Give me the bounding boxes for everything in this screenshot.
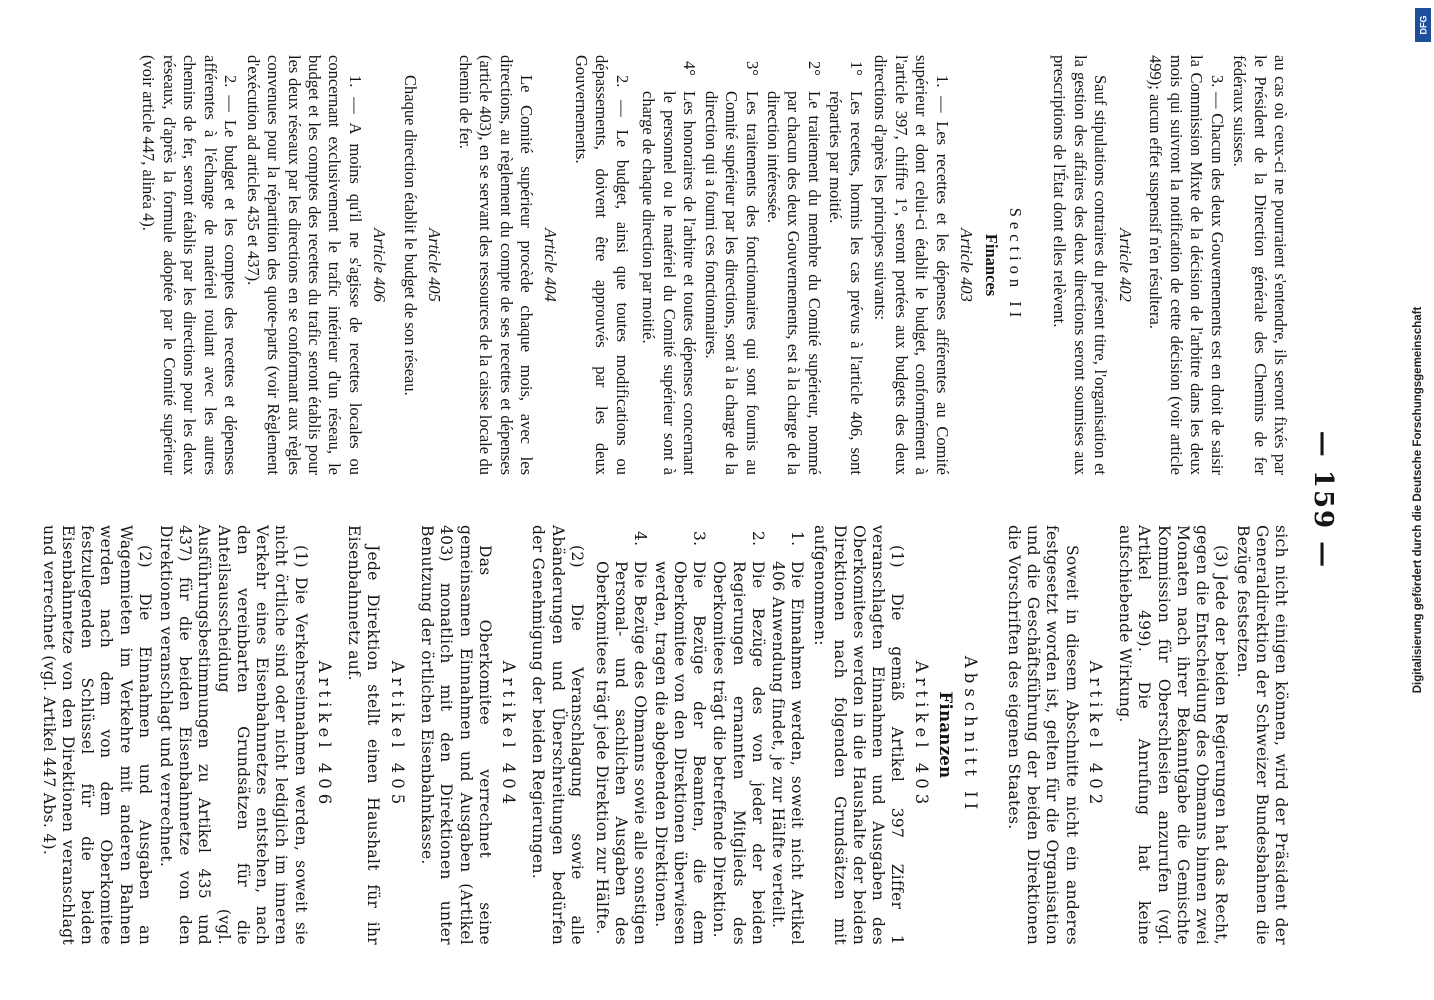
fr-article-406-para-1: 1. — A moins qu'il ne s'agisse de recettes locales ou concernant exclusivement le trafic intérieur d'un réseau, le budget et les comptes des recettes du trafic seront établis pour les deux réseaux par les directions en se conformant aux règles convenues pour la répartition des quote-parts (voir Règlement d'exécution ad articles 435 et 437). [243, 55, 365, 475]
fr-article-402-text: Sauf stipulations contraires du présent titre, l'organisation et la gestion des affaires des deux directions seront soumises aux prescriptions de l'État dont elles relèvent. [1050, 55, 1111, 475]
de-article-405-title: Artikel 405 [387, 660, 407, 810]
de-article-404-text: Das Oberkomitee verrechnet seine gemeinsamen Einnahmen und Ausgaben (Artikel 403) monatlich mit den Direktionen unter Benutzung der örtlichen Eisenbahnkasse. [418, 525, 494, 945]
de-article-403-para-2: (2) Die Veranschlagung sowie alle Abänderungen und Überschreitungen bedürfen der Genehmigung der beiden Regierungen. [529, 525, 586, 945]
fr-article-406-para-2: 2. — Le budget et les comptes des recettes et dépenses afférentes à l'échange de matériel roulant avec les autres chemins de fer, seront établis par les directions pour les deux réseaux, d'après la formule adoptée par le Comité supérieur (voir article 447, alinéa 4). [139, 55, 241, 475]
fr-paragraph-2: 3. — Chacun des deux Gouvernements est en droit de saisir la Commission Mixte de la décision de l'arbitre dans les deux mois qui suivront la notification de cette décision (voir article 499); aucun effet suspensif n'en résultera. [1146, 55, 1227, 475]
list-item: 1° Les recettes, hormis les cas prévus à l'article 406, sont réparties par moitié. [826, 61, 866, 475]
fr-article-403-para-2: 2. — Le budget, ainsi que toutes modifications ou dépassements, doivent être approuvés par les deux Gouvernements. [571, 55, 632, 475]
fr-section-title: Section II [1006, 207, 1026, 323]
de-article-403-list [592, 525, 806, 945]
de-article-405-text: Jede Direktion stellt einen Haushalt für ihr Eisenbahnnetz auf. [345, 525, 383, 945]
de-paragraph-1: sich nicht einigen können, wird der Präsident der Generaldirektion der Schweizer Bundesbahnen die Bezüge festsetzen. [1233, 525, 1290, 945]
list-item: 2. Die Bezüge des von jeder der beiden Regierungen ernannten Mitglieds des Oberkomitees trägt die betreffende Direktion. [710, 531, 767, 945]
fr-section-subtitle: Finances [981, 233, 1001, 297]
digitization-credit-text: Digitalisierung gefördert durch die Deutsche Forschungsgemeinschaft [1412, 306, 1424, 694]
fr-article-406-title: Article 406 [370, 228, 390, 302]
list-item: 4. Die Bezüge des Obmanns sowie alle sonstigen Personal- und sachlichen Ausgaben des Oberkomitees trägt jede Direktion zur Hälfte. [593, 531, 650, 945]
fr-article-402-title: Article 402 [1115, 228, 1135, 302]
de-article-403-para-1: (1) Die gemäß Artikel 397 Ziffer 1 veranschlagten Einnahmen und Ausgaben des Oberkomitees werden in die Haushalte der beiden Direktionen nach folgenden Grundsätzen mit aufgenommen: [811, 525, 907, 945]
de-article-404-title: Artikel 404 [499, 660, 519, 810]
fr-paragraph-1: au cas où ceux-ci ne pourraient s'entendre, ils seront fixés par le Président de la Direction générale des Chemins de fer fédéraux suisses. [1230, 55, 1290, 475]
de-article-406-para-1: (1) Die Verkehrseinnahmen werden, soweit sie nicht örtliche sind oder nicht lediglich im inneren Verkehr eines Eisenbahnnetzes entstehen, nach den vereinbarten Grundsätzen für die Anteilsausscheidung (vgl. Ausführungsbestimmungen zu Artikel 435 und 437) für die beiden Eisenbahnnetze von den Direktionen veranschlagt und verrechnet. [156, 525, 310, 945]
de-section-subtitle: Finanzen [936, 691, 956, 779]
scanned-page [39, 0, 1400, 1000]
de-article-406-title: Artikel 406 [314, 660, 334, 810]
list-item: 2° Le traitement du membre du Comité supérieur, nommé par chacun des deux Gouvernements, est à la charge de la direction intéressée. [764, 61, 824, 475]
list-item: 1. Die Einnahmen werden, soweit nicht Artikel 406 Anwendung findet, je zur Hälfte verteilt. [769, 531, 807, 945]
fr-article-404-title: Article 404 [541, 228, 561, 302]
dfg-logo: DFG [1415, 8, 1431, 42]
fr-article-403-list [638, 55, 866, 475]
de-article-402-text: Soweit in diesem Abschnitte nicht ein anderes festgesetzt worden ist, gelten für die Organisation und die Geschäftsführung der beiden Direktionen die Vorschriften des eigenen Staates. [1004, 525, 1081, 945]
page-number: — 159 — [1308, 430, 1338, 570]
fr-article-404-text: Le Comité supérieur procède chaque mois, avec les directions, au règlement du compte de ses recettes et dépenses (article 403), en se servant des ressources de la caisse locale du chemin de fer. [455, 55, 537, 475]
fr-article-405-title: Article 405 [425, 228, 445, 302]
fr-article-403-para-1: 1. — Les recettes et les dépenses afférentes au Comité supérieur et dont celui-ci établit le budget, conformément à l'article 397, chiffre 1°, seront portées aux budgets des deux directions d'après les principes suivants: [871, 55, 952, 475]
list-item: 3. Die Bezüge der Beamten, die dem Oberkomitee von den Direktionen überwiesen werden, tragen die abgebenden Direktionen. [651, 531, 709, 945]
list-item: 4° Les honoraires de l'arbitre et toutes dépenses concernant le personnel ou le matériel du Comité supérieur sont à charge de chaque direction par moitié. [639, 61, 700, 475]
german-column [36, 525, 1290, 945]
fr-article-405-text: Chaque direction établit le budget de son réseau. [400, 75, 420, 396]
de-article-403-title: Artikel 403 [911, 660, 931, 810]
de-article-406-para-2: (2) Die Einnahmen und Ausgaben an Wagenmieten im Verkehre mit anderen Bahnen werden nach dem von dem Oberkomitee festzulegenden Schlüssel für die beiden Eisenbahnnetze von den Direktionen veranschlagt und verrechnet (vgl. Artikel 447 Abs. 4). [39, 525, 154, 945]
list-item: 3° Les traitements des fonctionnaires qui sont fournis au Comité supérieur par les directions, sont à la charge de la direction qui a fourni ces fonctionnaires. [701, 61, 762, 475]
french-column [136, 55, 1290, 475]
de-article-402-title: Artikel 402 [1086, 660, 1106, 810]
fr-article-403-title: Article 403 [957, 228, 977, 302]
de-paragraph-2: (3) Jede der beiden Regierungen hat das Recht, gegen die Entscheidung des Obmanns binnen zwei Monaten nach ihrer Bekanntgabe die Gemischte Kommission für Oberschlesien anzurufen (vgl. Artikel 499). Die Anrufung hat keine aufschiebende Wirkung. [1116, 525, 1231, 945]
de-section-title: Abschnitt II [960, 655, 980, 815]
